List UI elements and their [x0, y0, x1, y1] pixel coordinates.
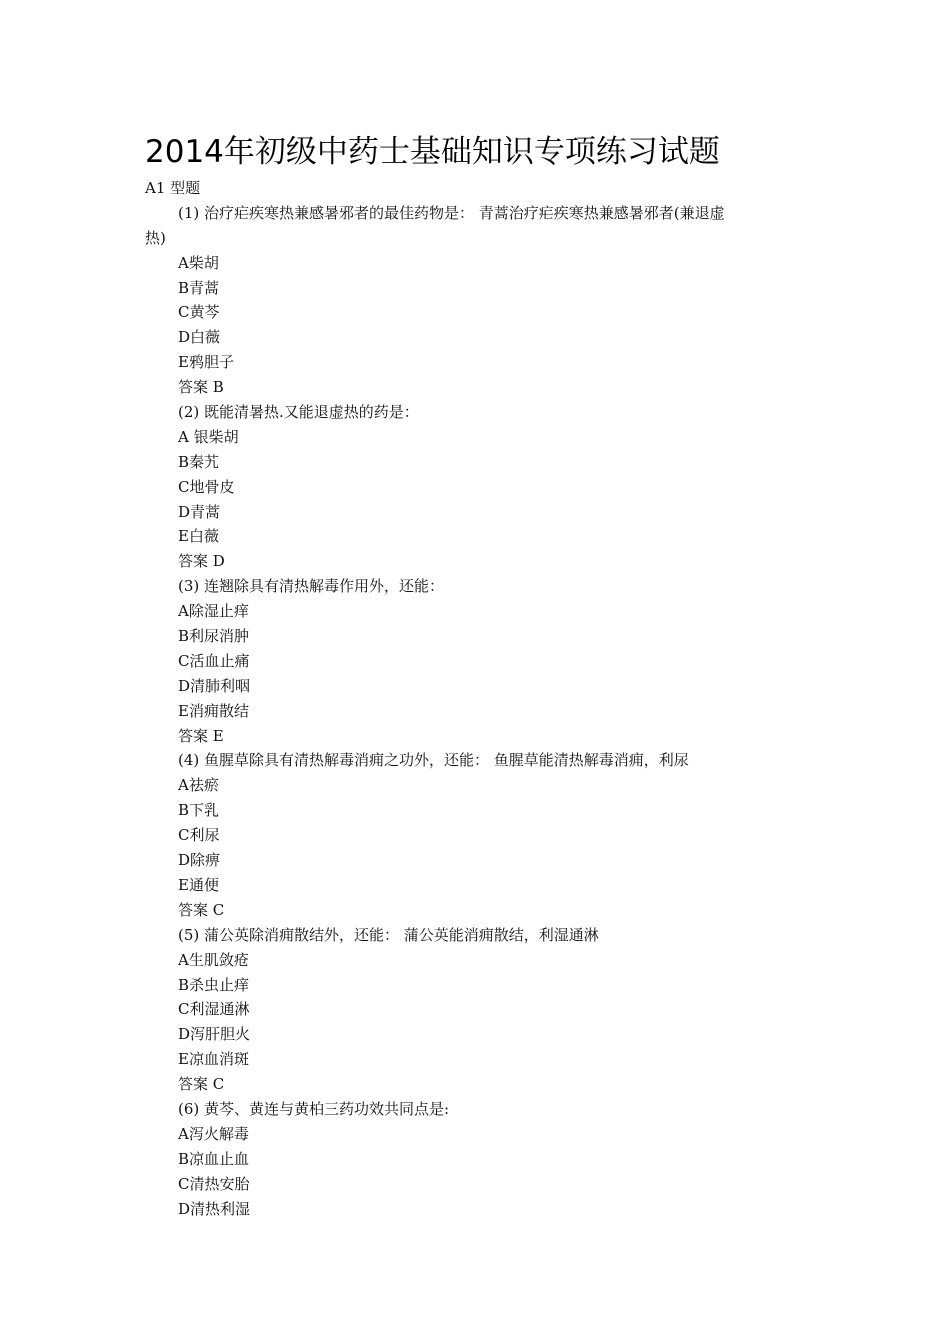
question-stem: (4) 鱼腥草除具有清热解毒消痈之功外，还能： 鱼腥草能清热解毒消痈，利尿 — [178, 751, 689, 770]
option-d: D清肺利咽 — [178, 676, 251, 695]
option-b: B凉血止血 — [178, 1149, 250, 1168]
option-a: A除湿止痒 — [178, 602, 249, 621]
option-e: E凉血消斑 — [178, 1050, 249, 1069]
question-stem: (1) 治疗疟疾寒热兼感暑邪者的最佳药物是： 青蒿治疗疟疾寒热兼感暑邪者(兼退虚 — [178, 203, 725, 222]
option-e: E白薇 — [178, 527, 219, 546]
question-block — [145, 400, 810, 574]
question-block — [145, 748, 810, 922]
option-d: D除痹 — [178, 851, 221, 870]
option-a: A 银柴胡 — [178, 427, 239, 446]
option-d: D白薇 — [178, 328, 221, 347]
option-e: E鸦胆子 — [178, 353, 234, 372]
option-e: E消痈散结 — [178, 701, 249, 720]
question-block — [145, 923, 810, 1097]
option-c: C利湿通淋 — [178, 1000, 250, 1019]
option-b: B青蒿 — [178, 278, 220, 297]
option-d: D清热利湿 — [178, 1199, 251, 1218]
answer: 答案 C — [178, 1075, 225, 1094]
question-stem: (5) 蒲公英除消痈散结外，还能： 蒲公英能消痈散结，利湿通淋 — [178, 925, 599, 944]
option-e: E通便 — [178, 875, 219, 894]
option-d: D泻肝胆火 — [178, 1025, 251, 1044]
document-title: 2014年初级中药士基础知识专项练习试题 — [145, 134, 720, 170]
option-c: C黄芩 — [178, 303, 220, 322]
option-b: B下乳 — [178, 801, 220, 820]
document-body — [145, 176, 810, 1221]
option-b: B秦艽 — [178, 452, 220, 471]
option-a: A柴胡 — [178, 253, 219, 272]
answer: 答案 D — [178, 552, 225, 571]
option-c: C利尿 — [178, 826, 220, 845]
option-a: A祛瘀 — [178, 776, 219, 795]
question-block — [145, 1097, 810, 1221]
option-c: C地骨皮 — [178, 477, 235, 496]
option-a: A泻火解毒 — [178, 1124, 249, 1143]
answer: 答案 C — [178, 900, 225, 919]
question-stem-continued: 热) — [145, 228, 166, 247]
answer: 答案 B — [178, 378, 224, 397]
option-a: A生肌敛疮 — [178, 950, 249, 969]
question-block — [145, 574, 810, 748]
option-d: D青蒿 — [178, 502, 221, 521]
question-block — [145, 201, 810, 400]
question-stem: (3) 连翘除具有清热解毒作用外，还能： — [178, 577, 445, 596]
option-c: C活血止痛 — [178, 651, 250, 670]
option-b: B利尿消肿 — [178, 627, 250, 646]
section-heading: A1 型题 — [145, 179, 201, 197]
question-stem: (6) 黄芩、黄连与黄柏三药功效共同点是: — [178, 1099, 450, 1118]
answer: 答案 E — [178, 726, 224, 745]
question-stem: (2) 既能清暑热.又能退虚热的药是： — [178, 403, 419, 422]
option-b: B杀虫止痒 — [178, 975, 250, 994]
option-c: C清热安胎 — [178, 1174, 250, 1193]
